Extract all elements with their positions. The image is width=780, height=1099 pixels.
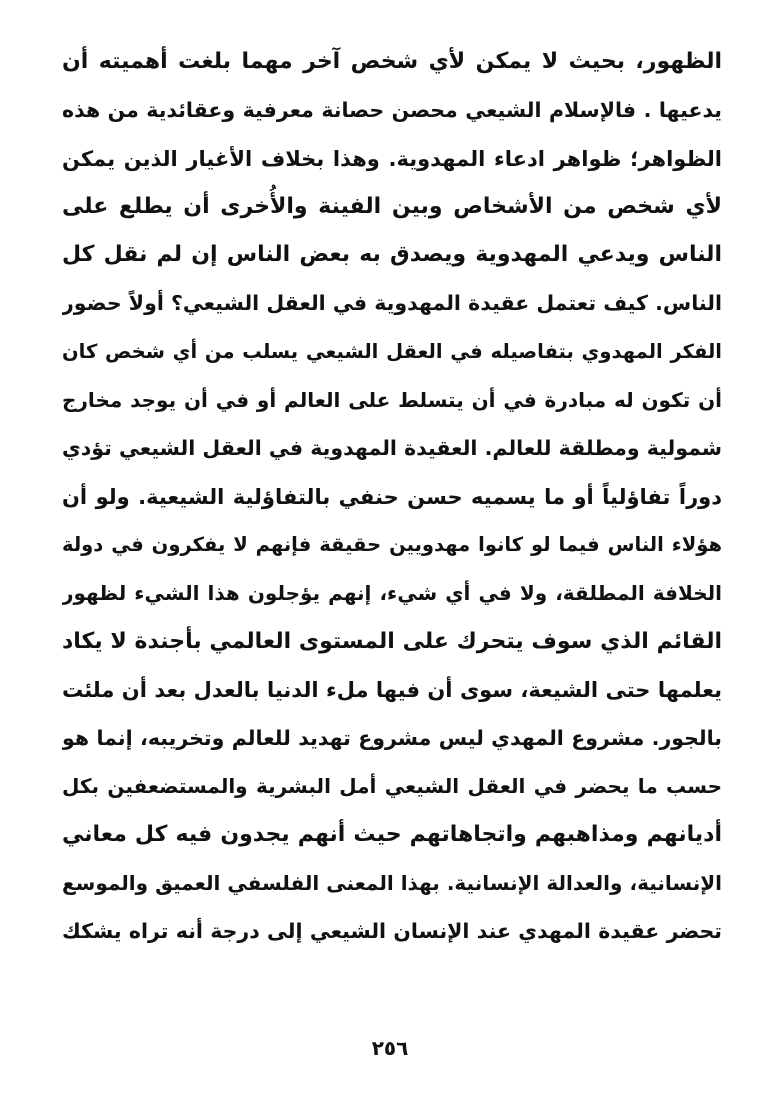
text-line: الناس. كيف تعتمل عقيدة المهدوية في العقل الشيعي؟ أولاً حضور	[62, 291, 722, 316]
text-line: دوراً تفاؤلياً أو ما يسميه حسن حنفي بالتفاؤلية الشيعية. ولو أن	[62, 484, 722, 509]
text-line: يدعيها . فالإسلام الشيعي محصن حصانة معرفية وعقائدية من هذه	[62, 98, 722, 123]
text-line: حسب ما يحضر في العقل الشيعي أمل البشرية والمستضعفين بكل	[62, 774, 722, 799]
text-line: الفكر المهدوي بتفاصيله في العقل الشيعي يسلب من أي شخص كان	[62, 339, 722, 363]
text-line: شمولية ومطلقة للعالم. العقيدة المهدوية في العقل الشيعي تؤدي	[62, 436, 722, 461]
text-line: أن تكون له مبادرة في أن يتسلط على العالم أو في أن يوجد مخارج	[62, 388, 722, 413]
text-line: لأي شخص من الأشخاص وبين الفينة والأُخرى أن يطلع على	[62, 193, 722, 219]
text-line: الخلافة المطلقة، ولا في أي شيء، إنهم يؤجلون هذا الشيء لظهور	[62, 581, 722, 606]
text-line: الإنسانية، والعدالة الإنسانية. بهذا المعنى الفلسفي العميق والموسع	[62, 871, 722, 896]
text-line: الظواهر؛ ظواهر ادعاء المهدوية. وهذا بخلاف الأغيار الذين يمكن	[62, 146, 722, 171]
text-line: الظهور، بحيث لا يمكن لأي شخص آخر مهما بلغت أهميته أن	[62, 49, 722, 74]
text-line: يعلمها حتى الشيعة، سوى أن فيها ملء الدنيا بالعدل بعد أن ملئت	[62, 677, 722, 702]
text-line: بالجور. مشروع المهدي ليس مشروع تهديد للعالم وتخريبه، إنما هو	[62, 726, 722, 751]
text-line: تحضر عقيدة المهدي عند الإنسان الشيعي إلى درجة أنه تراه يشكك	[62, 919, 722, 944]
text-line: هؤلاء الناس فيما لو كانوا مهدويين حقيقة فإنهم لا يفكرون في دولة	[62, 532, 722, 556]
body-text	[62, 38, 722, 956]
page-number: ٢٥٦	[371, 1036, 409, 1060]
text-line: القائم الذي سوف يتحرك على المستوى العالمي بأجندة لا يكاد	[62, 628, 722, 654]
text-line: الناس ويدعي المهدوية ويصدق به بعض الناس إن لم نقل كل	[62, 242, 722, 268]
text-line: أديانهم ومذاهبهم واتجاهاتهم حيث أنهم يجدون فيه كل معاني	[62, 821, 722, 847]
